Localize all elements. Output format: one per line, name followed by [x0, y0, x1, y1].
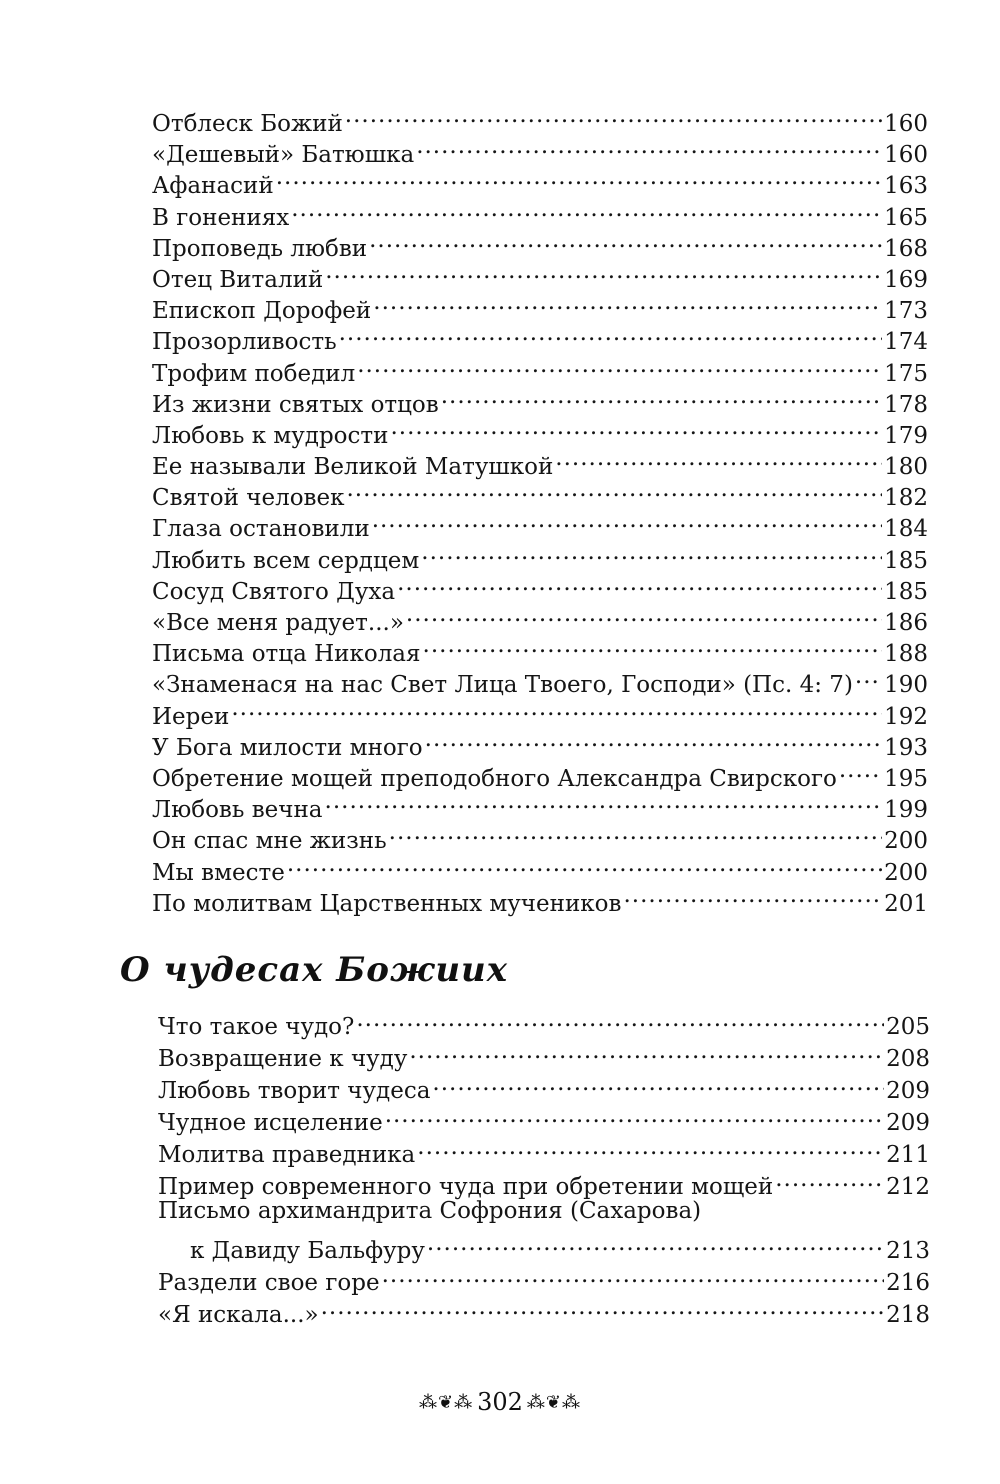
toc-entry-title: Святой человек: [152, 485, 345, 512]
toc-entry-title: Глаза остановили: [152, 516, 370, 543]
toc-entry-title: Раздели свое горе: [158, 1270, 380, 1296]
dot-leader: [321, 1291, 885, 1322]
dot-leader: [855, 661, 882, 692]
toc-entry-title: Епископ Дорофей: [152, 298, 372, 325]
toc-entry-page: 180: [884, 454, 928, 481]
dot-leader: [390, 412, 882, 443]
toc-entry-page: 193: [884, 734, 928, 761]
dot-leader: [421, 537, 882, 568]
toc-entry-title: «Я искала...»: [158, 1302, 319, 1328]
toc-entry-title: Иереи: [152, 703, 230, 730]
ornament-right-icon: ⁂❦⁂: [526, 1391, 581, 1413]
toc-entry-page: 185: [884, 578, 928, 605]
dot-leader: [346, 474, 882, 505]
toc-entry-page: 199: [884, 797, 928, 824]
toc-entry-title: «Знаменася на нас Свет Лица Твоего, Господи» (Пс. 4: 7): [152, 672, 853, 699]
toc-entry-title: Что такое чудо?: [158, 1014, 355, 1040]
dot-leader: [775, 1163, 884, 1194]
toc-entry-title: Молитва праведника: [158, 1142, 416, 1168]
toc-entry-title: Обретение мощей преподобного Александра Свирского: [152, 765, 837, 792]
dot-leader: [416, 131, 882, 162]
toc-entry-title: Любовь вечна: [152, 797, 323, 824]
dot-leader: [325, 256, 882, 287]
dot-leader: [423, 630, 883, 661]
toc-entry-page: 160: [884, 142, 928, 169]
toc-entry-page: 169: [884, 266, 928, 293]
toc-entry: [158, 1003, 930, 1040]
dot-leader: [291, 194, 882, 225]
toc-entry-title: Чудное исцеление: [158, 1110, 383, 1136]
toc-entry-title: В гонениях: [152, 204, 290, 231]
dot-leader: [432, 1067, 884, 1098]
toc-entry-title: Возвращение к чуду: [158, 1046, 408, 1072]
dot-leader: [276, 162, 882, 193]
toc-entry-title: Ее называли Великой Матушкой: [152, 454, 554, 481]
toc-entry-title: Отблеск Божий: [152, 111, 343, 137]
toc-entry-page: 173: [884, 298, 928, 325]
page-number: 302: [477, 1388, 523, 1416]
toc-entry-title: Пример современного чуда при обретении мощей: [158, 1174, 774, 1200]
dot-leader: [345, 100, 882, 131]
toc-entry: [152, 724, 928, 761]
toc-entry-title: Проповедь любви: [152, 235, 368, 262]
toc-entry-page: 192: [884, 703, 928, 730]
toc-entry-title: Любить всем сердцем: [152, 547, 420, 574]
toc-entry-page: 188: [884, 641, 928, 668]
toc-entry: [158, 1227, 930, 1264]
toc-entry-page: 201: [884, 890, 928, 917]
toc-entry-title: Прозорливость: [152, 329, 337, 356]
toc-entry-page: 178: [884, 391, 928, 418]
toc-list-1: [152, 100, 928, 917]
toc-entry-title: У Бога милости много: [152, 734, 423, 761]
dot-leader: [382, 1259, 885, 1290]
toc-entry-title: По молитвам Царственных мучеников: [152, 890, 622, 917]
toc-entry-page: 190: [884, 672, 928, 699]
dot-leader: [406, 599, 882, 630]
dot-leader: [372, 505, 882, 536]
toc-entry-page: 205: [886, 1014, 930, 1040]
dot-leader: [369, 225, 882, 256]
dot-leader: [357, 350, 882, 381]
toc-entry-page: 165: [884, 204, 928, 231]
toc-entry-title: Письма отца Николая: [152, 641, 421, 668]
toc-entry-page: 209: [886, 1110, 930, 1136]
toc-entry-title: к Давиду Бальфуру: [190, 1238, 425, 1264]
toc-entry-page: 208: [886, 1046, 930, 1072]
dot-leader: [397, 568, 882, 599]
toc-entry-title: Любовь творит чудеса: [158, 1078, 431, 1104]
toc-entry-page: 213: [886, 1238, 930, 1264]
dot-leader: [339, 318, 882, 349]
dot-leader: [623, 880, 882, 911]
toc-entry-page: 209: [886, 1078, 930, 1104]
dot-leader: [287, 849, 882, 880]
toc-entry-page: 163: [884, 173, 928, 200]
dot-leader: [441, 381, 882, 412]
toc-entry: [152, 100, 928, 137]
toc-entry-title: Он спас мне жизнь: [152, 828, 387, 855]
toc-entry-page: 216: [886, 1270, 930, 1296]
toc-entry-page: 185: [884, 547, 928, 574]
toc-entry-title: «Все меня радует...»: [152, 610, 404, 636]
dot-leader: [555, 443, 882, 474]
toc-entry-page: 174: [884, 329, 928, 356]
toc-entry-title: Письмо архимандрита Софрония (Сахарова): [158, 1198, 702, 1224]
dot-leader: [389, 817, 882, 848]
toc-entry-title: Афанасий: [152, 173, 274, 200]
toc-list-2: [158, 1003, 930, 1328]
dot-leader: [409, 1035, 884, 1066]
toc-entry-page: 211: [886, 1142, 930, 1168]
toc-entry-page: 195: [884, 765, 928, 792]
toc-entry-page: 168: [884, 235, 928, 262]
toc-entry-title: Мы вместе: [152, 859, 285, 886]
section-title: О чудесах Божиих: [120, 950, 509, 990]
toc-entry: [152, 693, 928, 730]
toc-entry-page: 179: [884, 422, 928, 449]
ornament-left-icon: ⁂❦⁂: [419, 1391, 474, 1413]
toc-entry-page: 218: [886, 1302, 930, 1328]
toc-entry-page: 212: [886, 1174, 930, 1200]
toc-entry-page: 186: [884, 610, 928, 636]
toc-entry-page: 184: [884, 516, 928, 543]
toc-entry-title: Трофим победил: [152, 360, 356, 387]
dot-leader: [356, 1003, 884, 1034]
toc-entry-title: Отец Виталий: [152, 266, 324, 293]
dot-leader: [427, 1227, 884, 1258]
toc-entry-page: 200: [884, 859, 928, 886]
dot-leader: [839, 755, 882, 786]
page-footer: [0, 1382, 1000, 1422]
dot-leader: [373, 287, 882, 318]
toc-entry-page: 200: [884, 828, 928, 855]
toc-entry-title: Любовь к мудрости: [152, 422, 389, 449]
toc-entry-page: 160: [884, 111, 928, 137]
toc-entry-page: 175: [884, 360, 928, 387]
dot-leader: [231, 693, 882, 724]
toc-entry-title: «Дешевый» Батюшка: [152, 142, 415, 169]
dot-leader: [425, 724, 882, 755]
toc-entry-title: Из жизни святых отцов: [152, 391, 439, 418]
dot-leader: [325, 786, 883, 817]
toc-entry-page: 182: [884, 485, 928, 512]
dot-leader: [385, 1099, 884, 1130]
toc-entry-title: Сосуд Святого Духа: [152, 578, 396, 605]
dot-leader: [417, 1131, 884, 1162]
